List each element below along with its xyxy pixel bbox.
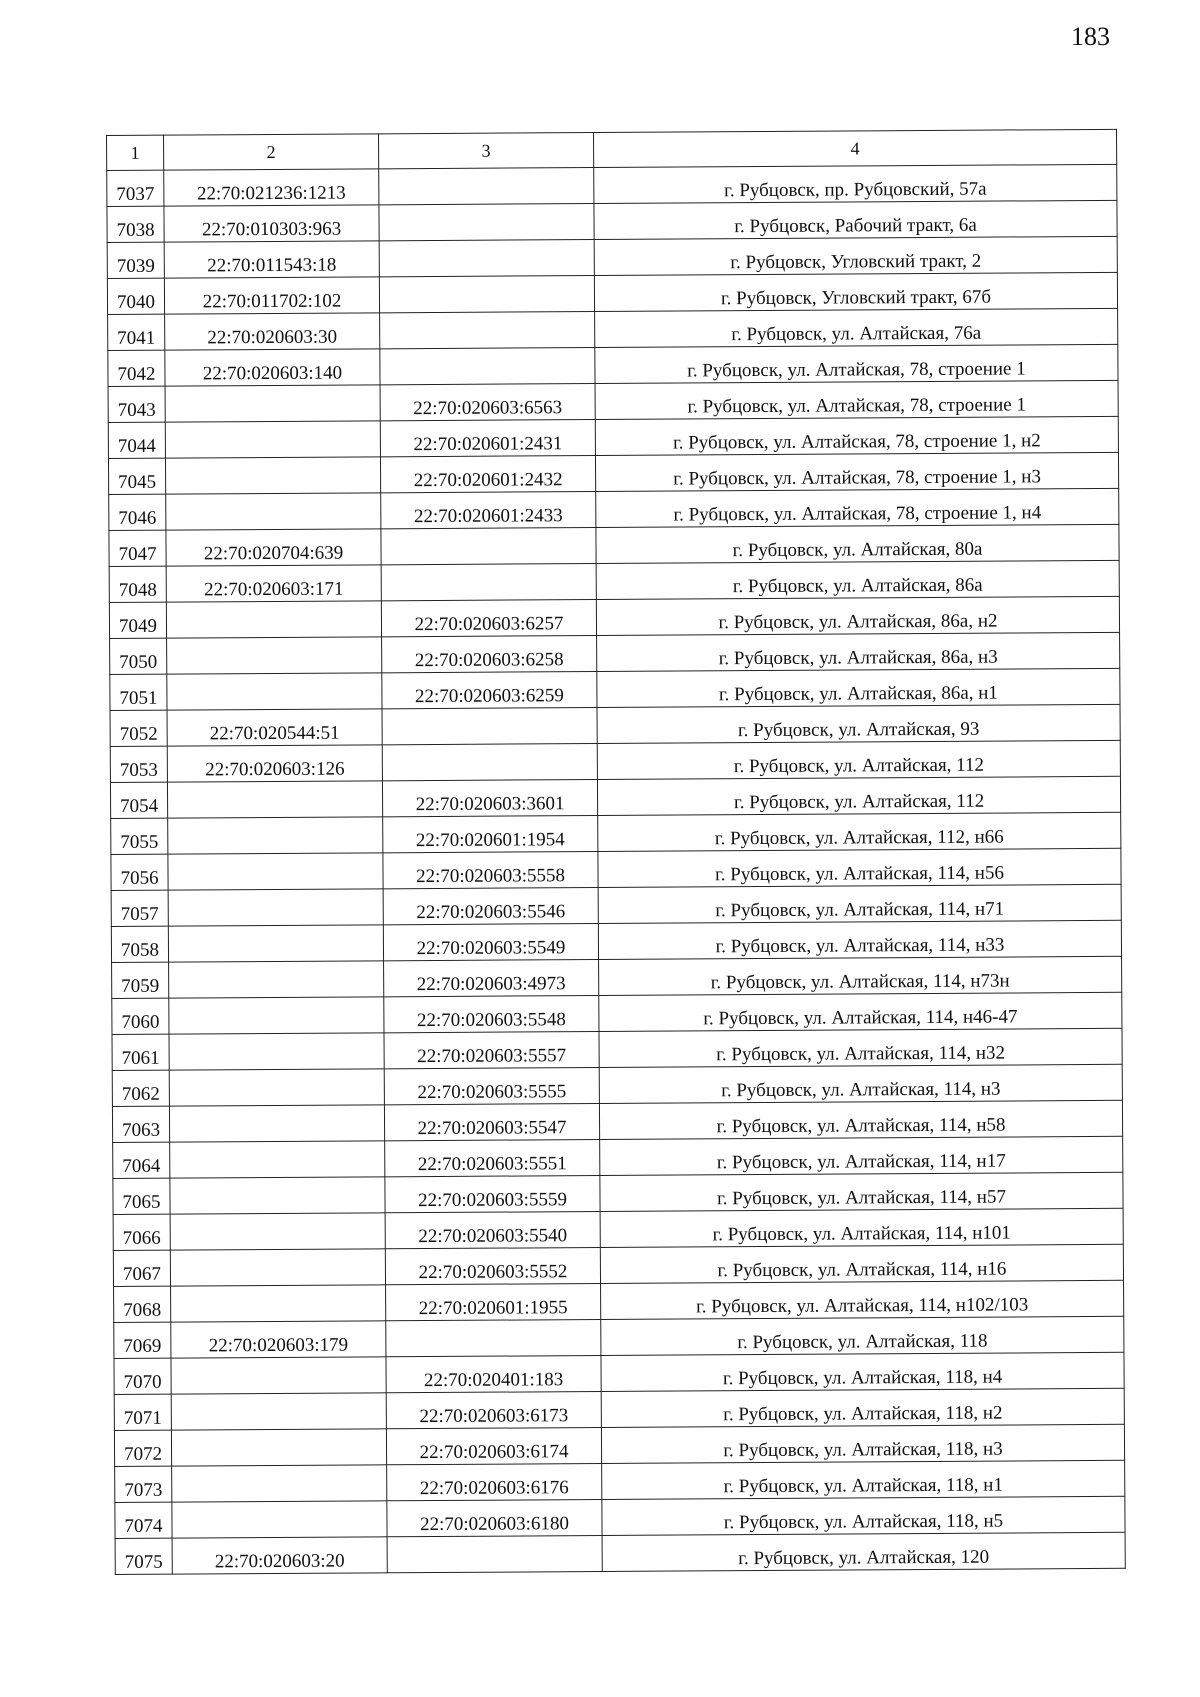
row-number-cell: 7053 <box>110 746 167 782</box>
building-cadastral-number-cell: 22:70:020603:6176 <box>387 1463 602 1500</box>
building-cadastral-number-cell: 22:70:020401:183 <box>386 1355 601 1392</box>
land-cadastral-number-cell: 22:70:020603:30 <box>165 313 380 350</box>
address-cell: г. Рубцовск, ул. Алтайская, 114, н17 <box>600 1136 1123 1175</box>
row-number-cell: 7050 <box>110 638 167 674</box>
table-row <box>111 848 1121 890</box>
address-cell: г. Рубцовск, ул. Алтайская, 114, н56 <box>598 848 1121 887</box>
land-cadastral-number-cell <box>169 1105 384 1142</box>
address-cell: г. Рубцовск, ул. Алтайская, 114, н46-47 <box>599 992 1122 1031</box>
address-cell: г. Рубцовск, ул. Алтайская, 118, н5 <box>602 1496 1125 1535</box>
row-number-cell: 7069 <box>114 1322 171 1358</box>
table-row <box>111 884 1121 926</box>
address-cell: г. Рубцовск, ул. Алтайская, 86а, н3 <box>597 632 1120 671</box>
table-row <box>113 1172 1123 1214</box>
row-number-cell: 7061 <box>112 1034 169 1070</box>
land-cadastral-number-cell <box>169 997 384 1034</box>
building-cadastral-number-cell: 22:70:020601:1954 <box>383 816 598 853</box>
address-cell: г. Рубцовск, ул. Алтайская, 118, н3 <box>601 1424 1124 1463</box>
building-cadastral-number-cell: 22:70:020603:5552 <box>385 1248 600 1285</box>
land-cadastral-number-cell <box>171 1393 386 1430</box>
row-number-cell: 7043 <box>108 386 165 422</box>
building-cadastral-number-cell: 22:70:020603:3601 <box>382 780 597 817</box>
building-cadastral-number-cell: 22:70:020601:2431 <box>380 420 595 457</box>
row-number-cell: 7040 <box>107 278 164 314</box>
row-number-cell: 7063 <box>112 1106 169 1142</box>
address-cell: г. Рубцовск, ул. Алтайская, 114, н73н <box>599 956 1122 995</box>
table-row <box>112 1028 1122 1070</box>
address-cell: г. Рубцовск, ул. Алтайская, 114, н3 <box>599 1064 1122 1103</box>
table-row <box>114 1316 1124 1358</box>
building-cadastral-number-cell <box>381 564 596 601</box>
land-cadastral-number-cell <box>168 853 383 890</box>
row-number-cell: 7058 <box>111 926 168 962</box>
table-row <box>108 380 1118 422</box>
table-row <box>109 596 1119 638</box>
table-row <box>110 668 1120 710</box>
table-row <box>114 1352 1124 1394</box>
row-number-cell: 7068 <box>114 1286 171 1322</box>
land-cadastral-number-cell <box>165 421 380 458</box>
land-cadastral-number-cell <box>168 889 383 926</box>
table-row <box>107 236 1117 278</box>
land-cadastral-number-cell <box>170 1177 385 1214</box>
address-cell: г. Рубцовск, пр. Рубцовский, 57а <box>594 164 1117 203</box>
land-cadastral-number-cell <box>169 961 384 998</box>
table-row <box>114 1280 1124 1322</box>
table-row <box>113 1208 1123 1250</box>
column-header-4: 4 <box>593 129 1116 167</box>
row-number-cell: 7052 <box>110 710 167 746</box>
building-cadastral-number-cell: 22:70:020601:2432 <box>380 456 595 493</box>
land-cadastral-number-cell: 22:70:010303:963 <box>164 205 379 242</box>
building-cadastral-number-cell: 22:70:020603:5547 <box>384 1104 599 1141</box>
address-cell: г. Рубцовск, ул. Алтайская, 114, н102/103 <box>601 1280 1124 1319</box>
land-cadastral-number-cell <box>172 1465 387 1502</box>
land-cadastral-number-cell <box>166 601 381 638</box>
land-cadastral-number-cell <box>171 1357 386 1394</box>
address-cell: г. Рубцовск, ул. Алтайская, 78, строение 1, н4 <box>596 488 1119 527</box>
table-row <box>110 740 1120 782</box>
land-cadastral-number-cell <box>167 781 382 818</box>
column-header-3: 3 <box>378 133 593 169</box>
row-number-cell: 7064 <box>113 1142 170 1178</box>
row-number-cell: 7049 <box>109 602 166 638</box>
row-number-cell: 7065 <box>113 1178 170 1214</box>
address-cell: г. Рубцовск, ул. Алтайская, 112, н66 <box>598 812 1121 851</box>
table-row <box>112 956 1122 998</box>
row-number-cell: 7044 <box>108 422 165 458</box>
building-cadastral-number-cell: 22:70:020603:4973 <box>384 960 599 997</box>
building-cadastral-number-cell <box>380 312 595 349</box>
row-number-cell: 7072 <box>114 1430 171 1466</box>
row-number-cell: 7045 <box>108 458 165 494</box>
row-number-cell: 7062 <box>112 1070 169 1106</box>
address-cell: г. Рубцовск, ул. Алтайская, 86а <box>596 560 1119 599</box>
building-cadastral-number-cell: 22:70:020603:5540 <box>385 1212 600 1249</box>
table-row <box>108 416 1118 458</box>
building-cadastral-number-cell <box>379 204 594 241</box>
row-number-cell: 7070 <box>114 1358 171 1394</box>
table-row <box>113 1244 1123 1286</box>
land-cadastral-number-cell <box>168 817 383 854</box>
table-row <box>115 1496 1125 1538</box>
address-cell: г. Рубцовск, ул. Алтайская, 118, н2 <box>601 1388 1124 1427</box>
row-number-cell: 7037 <box>107 170 164 206</box>
building-cadastral-number-cell <box>382 708 597 745</box>
building-cadastral-number-cell: 22:70:020603:5558 <box>383 852 598 889</box>
address-cell: г. Рубцовск, Рабочий тракт, 6а <box>594 200 1117 239</box>
address-cell: г. Рубцовск, ул. Алтайская, 76а <box>595 308 1118 347</box>
table-row <box>109 488 1119 530</box>
table-row <box>108 452 1118 494</box>
building-cadastral-number-cell <box>387 1535 602 1572</box>
address-cell: г. Рубцовск, ул. Алтайская, 78, строение 1 <box>595 380 1118 419</box>
address-cell: г. Рубцовск, ул. Алтайская, 78, строение 1, н3 <box>595 452 1118 491</box>
land-cadastral-number-cell: 22:70:021236:1213 <box>164 169 379 206</box>
address-cell: г. Рубцовск, ул. Алтайская, 114, н58 <box>599 1100 1122 1139</box>
row-number-cell: 7054 <box>110 782 167 818</box>
address-cell: г. Рубцовск, ул. Алтайская, 93 <box>597 704 1120 743</box>
table-row <box>109 524 1119 566</box>
row-number-cell: 7039 <box>107 242 164 278</box>
row-number-cell: 7059 <box>112 962 169 998</box>
land-cadastral-number-cell: 22:70:020544:51 <box>167 709 382 746</box>
land-cadastral-number-cell <box>171 1285 386 1322</box>
land-cadastral-number-cell: 22:70:011543:18 <box>164 241 379 278</box>
building-cadastral-number-cell: 22:70:020601:2433 <box>381 492 596 529</box>
table-row <box>107 272 1117 314</box>
row-number-cell: 7046 <box>109 494 166 530</box>
row-number-cell: 7073 <box>115 1466 172 1502</box>
row-number-cell: 7047 <box>109 530 166 566</box>
table-row <box>107 164 1117 206</box>
column-header-1: 1 <box>107 135 164 170</box>
row-number-cell: 7038 <box>107 206 164 242</box>
building-cadastral-number-cell <box>382 744 597 781</box>
table-row <box>110 776 1120 818</box>
land-cadastral-number-cell <box>167 673 382 710</box>
building-cadastral-number-cell: 22:70:020603:5557 <box>384 1032 599 1069</box>
building-cadastral-number-cell <box>381 528 596 565</box>
table-row <box>115 1532 1125 1574</box>
building-cadastral-number-cell <box>379 168 594 205</box>
building-cadastral-number-cell: 22:70:020603:5548 <box>384 996 599 1033</box>
land-cadastral-number-cell <box>170 1249 385 1286</box>
address-cell: г. Рубцовск, ул. Алтайская, 86а, н1 <box>597 668 1120 707</box>
row-number-cell: 7074 <box>115 1502 172 1538</box>
land-cadastral-number-cell <box>171 1429 386 1466</box>
land-cadastral-number-cell <box>172 1501 387 1538</box>
row-number-cell: 7055 <box>111 818 168 854</box>
table-row <box>112 1100 1122 1142</box>
table-row <box>108 308 1118 350</box>
land-cadastral-number-cell: 22:70:020603:20 <box>172 1537 387 1574</box>
page-number: 183 <box>1071 22 1110 51</box>
table-row <box>111 812 1121 854</box>
address-cell: г. Рубцовск, ул. Алтайская, 118 <box>601 1316 1124 1355</box>
table-row <box>114 1424 1124 1466</box>
land-cadastral-number-cell <box>165 457 380 494</box>
table-row <box>110 632 1120 674</box>
table-row <box>112 1064 1122 1106</box>
building-cadastral-number-cell: 22:70:020603:6173 <box>386 1391 601 1428</box>
address-cell: г. Рубцовск, ул. Алтайская, 114, н101 <box>600 1208 1123 1247</box>
building-cadastral-number-cell <box>379 276 594 313</box>
column-header-2: 2 <box>164 134 379 170</box>
building-cadastral-number-cell <box>379 240 594 277</box>
address-cell: г. Рубцовск, ул. Алтайская, 118, н4 <box>601 1352 1124 1391</box>
building-cadastral-number-cell: 22:70:020603:6259 <box>382 672 597 709</box>
building-cadastral-number-cell: 22:70:020603:5546 <box>383 888 598 925</box>
building-cadastral-number-cell <box>386 1319 601 1356</box>
land-cadastral-number-cell <box>169 1033 384 1070</box>
address-cell: г. Рубцовск, ул. Алтайская, 112 <box>597 776 1120 815</box>
building-cadastral-number-cell: 22:70:020603:6174 <box>386 1427 601 1464</box>
address-cell: г. Рубцовск, ул. Алтайская, 112 <box>597 740 1120 779</box>
building-cadastral-number-cell: 22:70:020601:1955 <box>386 1284 601 1321</box>
row-number-cell: 7048 <box>109 566 166 602</box>
registry-table <box>106 129 1126 1575</box>
row-number-cell: 7071 <box>114 1394 171 1430</box>
address-cell: г. Рубцовск, ул. Алтайская, 114, н71 <box>598 884 1121 923</box>
land-cadastral-number-cell <box>169 1069 384 1106</box>
land-cadastral-number-cell <box>167 637 382 674</box>
row-number-cell: 7067 <box>113 1250 170 1286</box>
row-number-cell: 7060 <box>112 998 169 1034</box>
land-cadastral-number-cell <box>170 1141 385 1178</box>
table-row <box>108 344 1118 386</box>
building-cadastral-number-cell: 22:70:020603:6563 <box>380 384 595 421</box>
address-cell: г. Рубцовск, ул. Алтайская, 80а <box>596 524 1119 563</box>
address-cell: г. Рубцовск, ул. Алтайская, 114, н32 <box>599 1028 1122 1067</box>
building-cadastral-number-cell: 22:70:020603:5555 <box>384 1068 599 1105</box>
address-cell: г. Рубцовск, ул. Алтайская, 114, н16 <box>600 1244 1123 1283</box>
address-cell: г. Рубцовск, ул. Алтайская, 78, строение 1 <box>595 344 1118 383</box>
row-number-cell: 7042 <box>108 350 165 386</box>
building-cadastral-number-cell: 22:70:020603:6180 <box>387 1499 602 1536</box>
address-cell: г. Рубцовск, ул. Алтайская, 118, н1 <box>602 1460 1125 1499</box>
building-cadastral-number-cell: 22:70:020603:5551 <box>385 1140 600 1177</box>
table-row <box>107 200 1117 242</box>
address-cell: г. Рубцовск, ул. Алтайская, 86а, н2 <box>596 596 1119 635</box>
address-cell: г. Рубцовск, Угловский тракт, 2 <box>594 236 1117 275</box>
table-row <box>113 1136 1123 1178</box>
building-cadastral-number-cell: 22:70:020603:5549 <box>383 924 598 961</box>
land-cadastral-number-cell: 22:70:011702:102 <box>164 277 379 314</box>
table-row <box>114 1388 1124 1430</box>
row-number-cell: 7066 <box>113 1214 170 1250</box>
row-number-cell: 7041 <box>108 314 165 350</box>
table-row <box>110 704 1120 746</box>
table-row <box>109 560 1119 602</box>
building-cadastral-number-cell: 22:70:020603:5559 <box>385 1176 600 1213</box>
row-number-cell: 7057 <box>111 890 168 926</box>
address-cell: г. Рубцовск, Угловский тракт, 67б <box>594 272 1117 311</box>
land-cadastral-number-cell: 22:70:020603:126 <box>167 745 382 782</box>
land-cadastral-number-cell <box>166 493 381 530</box>
table-row <box>111 920 1121 962</box>
land-cadastral-number-cell: 22:70:020603:140 <box>165 349 380 386</box>
table-row <box>115 1460 1125 1502</box>
land-cadastral-number-cell <box>168 925 383 962</box>
table-body <box>107 164 1126 1574</box>
address-cell: г. Рубцовск, ул. Алтайская, 114, н57 <box>600 1172 1123 1211</box>
land-cadastral-number-cell: 22:70:020704:639 <box>166 529 381 566</box>
row-number-cell: 7051 <box>110 674 167 710</box>
land-cadastral-number-cell <box>170 1213 385 1250</box>
building-cadastral-number-cell: 22:70:020603:6257 <box>381 600 596 637</box>
address-cell: г. Рубцовск, ул. Алтайская, 120 <box>602 1532 1125 1571</box>
land-cadastral-number-cell: 22:70:020603:179 <box>171 1321 386 1358</box>
table-row <box>112 992 1122 1034</box>
row-number-cell: 7056 <box>111 854 168 890</box>
address-cell: г. Рубцовск, ул. Алтайская, 78, строение 1, н2 <box>595 416 1118 455</box>
building-cadastral-number-cell <box>380 348 595 385</box>
address-cell: г. Рубцовск, ул. Алтайская, 114, н33 <box>598 920 1121 959</box>
land-cadastral-number-cell: 22:70:020603:171 <box>166 565 381 602</box>
row-number-cell: 7075 <box>115 1538 172 1574</box>
land-cadastral-number-cell <box>165 385 380 422</box>
building-cadastral-number-cell: 22:70:020603:6258 <box>382 636 597 673</box>
